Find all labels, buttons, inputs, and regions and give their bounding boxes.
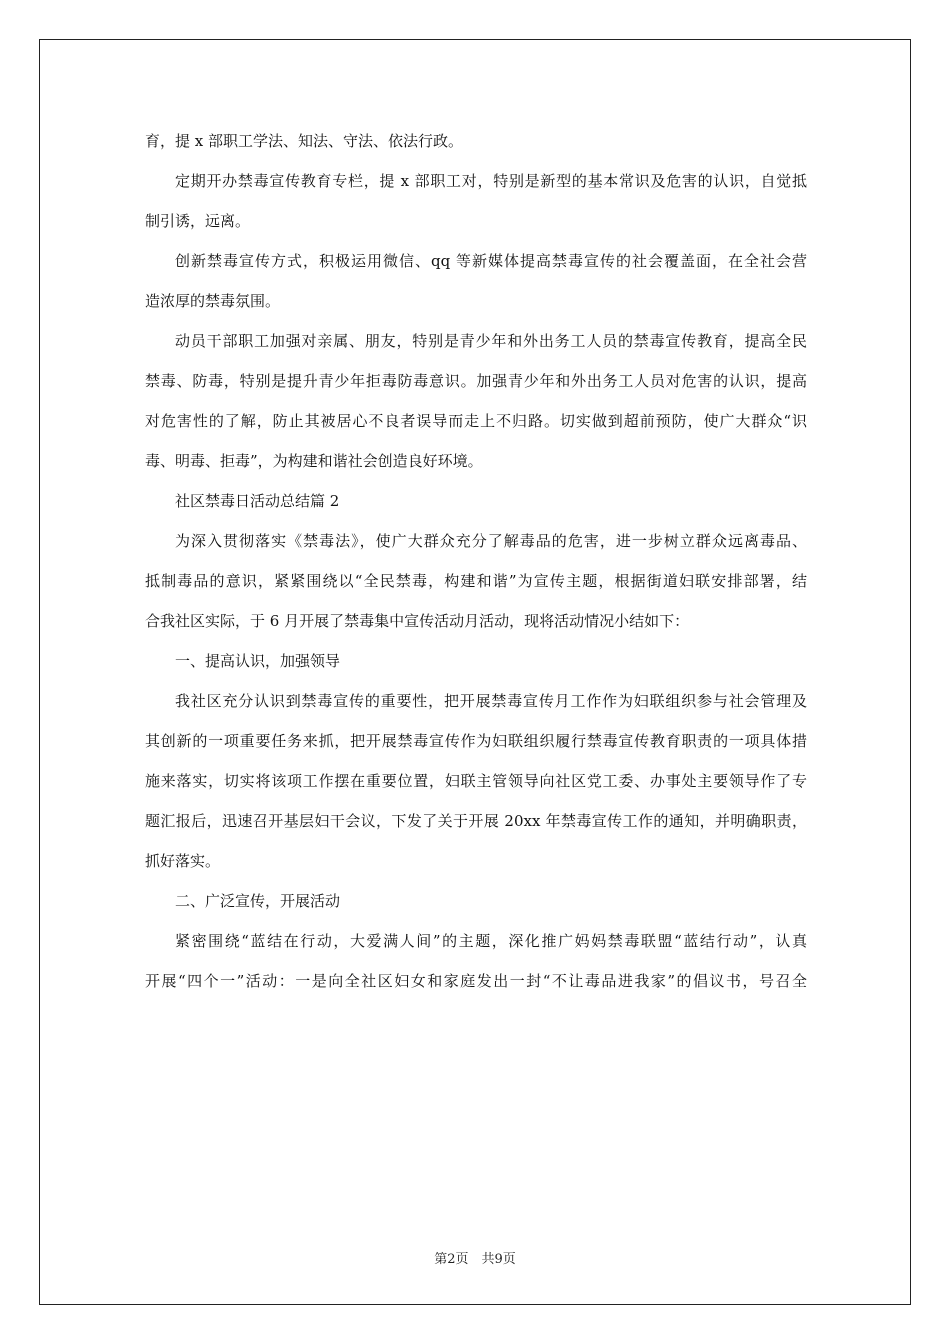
text-line: 毒、明毒、拒毒”，为构建和谐社会创造良好环境。 (145, 452, 483, 470)
text-line: 定期开办禁毒宣传教育专栏，提 x 部职工对，特别是新型的基本常识及危害的认识，自觉抵 (175, 172, 807, 190)
document-body (145, 121, 807, 1001)
text-line: 制引诱，远离。 (145, 212, 251, 230)
text-line: 禁毒、防毒，特别是提升青少年拒毒防毒意识。加强青少年和外出务工人员对危害的认识，提高 (145, 372, 807, 390)
text-line: 施来落实，切实将该项工作摆在重要位置，妇联主管领导向社区党工委、办事处主要领导作了专 (145, 772, 807, 790)
text-line: 育，提 x 部职工学法、知法、守法、依法行政。 (145, 132, 463, 150)
text-line: 造浓厚的禁毒氛围。 (145, 292, 281, 310)
text-line: 对危害性的了解，防止其被居心不良者误导而走上不归路。切实做到超前预防，使广大群众“识 (145, 412, 807, 430)
text-line: 开展“四个一”活动：一是向全社区妇女和家庭发出一封“不让毒品进我家”的倡议书，号召全 (145, 972, 807, 990)
text-line: 动员干部职工加强对亲属、朋友，特别是青少年和外出务工人员的禁毒宣传教育，提高全民 (175, 332, 807, 350)
page-number: 第2页 共9页 (434, 1252, 516, 1267)
text-line: 紧密围绕“蓝结在行动，大爱满人间”的主题，深化推广妈妈禁毒联盟“蓝结行动”，认真 (175, 932, 807, 950)
text-line: 其创新的一项重要任务来抓，把开展禁毒宣传作为妇联组织履行禁毒宣传教育职责的一项具体措 (145, 732, 807, 750)
text-line: 社区禁毒日活动总结篇 2 (175, 492, 340, 510)
text-line: 抓好落实。 (145, 852, 221, 870)
text-line: 为深入贯彻落实《禁毒法》，使广大群众充分了解毒品的危害，进一步树立群众远离毒品、 (175, 532, 807, 550)
text-line: 创新禁毒宣传方式，积极运用微信、qq 等新媒体提高禁毒宣传的社会覆盖面，在全社会营 (175, 252, 807, 270)
text-line: 题汇报后，迅速召开基层妇干会议，下发了关于开展 20xx 年禁毒宣传工作的通知，并明确职责， (145, 812, 807, 830)
text-line: 我社区充分认识到禁毒宣传的重要性，把开展禁毒宣传月工作作为妇联组织参与社会管理及 (175, 692, 807, 710)
text-line: 抵制毒品的意识，紧紧围绕以“全民禁毒，构建和谐”为宣传主题，根据街道妇联安排部署，结 (145, 572, 807, 590)
text-line: 合我社区实际，于 6 月开展了禁毒集中宣传活动月活动，现将活动情况小结如下： (145, 612, 690, 630)
text-line: 二、广泛宣传，开展活动 (175, 892, 341, 910)
text-line: 一、提高认识，加强领导 (175, 652, 341, 670)
